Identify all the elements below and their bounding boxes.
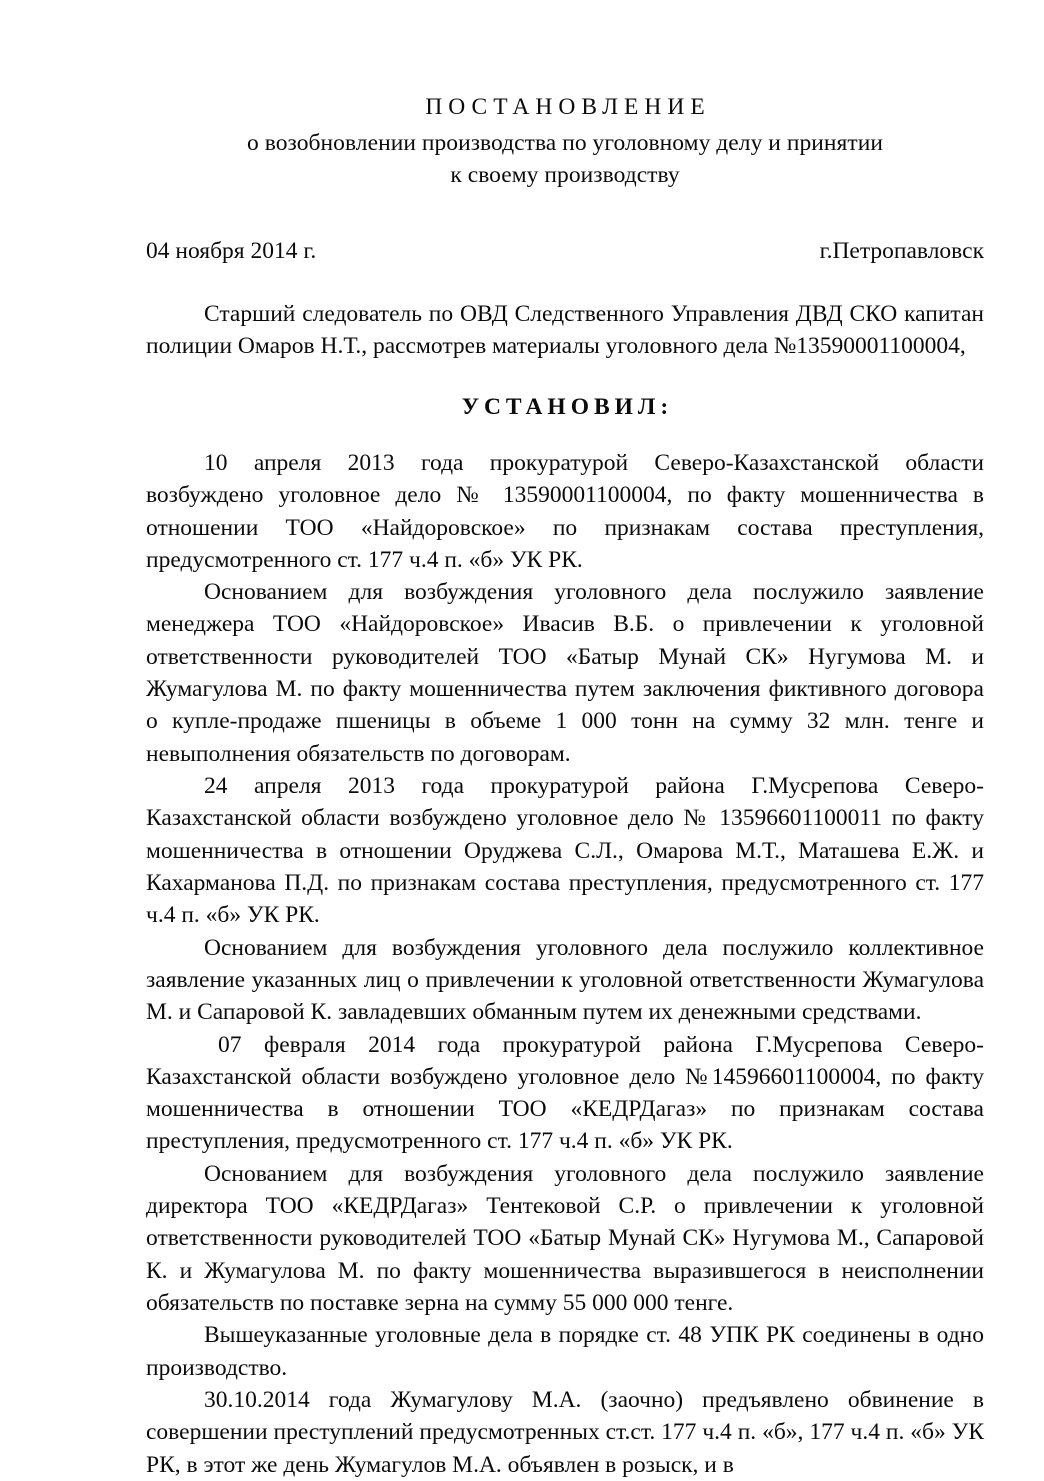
document-subtitle-line-1: о возобновлении производства по уголовному делу и принятии — [247, 129, 883, 156]
body-paragraph-2: Основанием для возбуждения уголовного дела послужило заявление менеджера ТОО «Найдоровское» Ивасив В.Б. о привлечении к уголовной ответственности руководителей ТОО «Батыр Мунай СК» Нугумова М. и Жумагулова М. по факту мошенничества путем заключения фиктивного договора о купле-продаже пшеницы в объеме 1 000 тонн на сумму 32 млн. тенге и невыполнения обязательств по договорам. — [146, 579, 984, 767]
document-content — [146, 0, 984, 1481]
document-meta-row — [146, 237, 984, 265]
body-paragraph-5: 07 февраля 2014 года прокуратурой района Г.Мусрепова Северо-Казахстанской области возбуждено уголовное дело №14596601100004, по факту мошенничества в отношении ТОО «КЕДРДагаз» по признакам состава преступления, предусмотренного ст. 177 ч.4 п. «б» УК РК. — [146, 1031, 984, 1155]
body-paragraph-3: 24 апреля 2013 года прокуратурой района Г.Мусрепова Северо-Казахстанской области возбуждено уголовное дело № 13596601100011 по факту мошенничества в отношении Оруджева С.Л., Омарова М.Т., Маташева Е.Ж. и Кахарманова П.Д. по признакам состава преступления, предусмотренного ст. 177 ч.4 п. «б» УК РК. — [146, 773, 984, 929]
document-subtitle — [146, 127, 984, 192]
body-paragraph-8: 30.10.2014 года Жумагулову М.А. (заочно) предъявлено обвинение в совершении преступлений предусмотренных ст.ст. 177 ч.4 п. «б», 177 ч.4 п. «б» УК РК, в этот же день Жумагулов М.А. объявлен в розыск, и в — [146, 1386, 984, 1478]
page-title: ПОСТАНОВЛЕНИЕ — [425, 94, 711, 120]
section-heading-ustanovil: УСТАНОВИЛ: — [461, 393, 674, 420]
document-city: г.Петропавловск — [819, 238, 984, 265]
title-block — [146, 96, 984, 191]
document-body — [146, 447, 984, 1481]
document-subtitle-line-2: к своему производству — [450, 161, 680, 188]
body-paragraph-1: 10 апреля 2013 года прокуратурой Северо-Казахстанской области возбуждено уголовное дело № 13590001100004, по факту мошенничества в отношении ТОО «Найдоровское» по признакам состава преступления, предусмотренного ст. 177 ч.4 п. «б» УК РК. — [146, 449, 984, 573]
body-paragraph-7: Вышеуказанные уголовные дела в порядке ст. 48 УПК РК соединены в одно производство. — [146, 1322, 984, 1381]
body-paragraph-6: Основанием для возбуждения уголовного дела послужило заявление директора ТОО «КЕДРДагаз» Тентековой С.Р. о привлечении к уголовной ответственности руководителей ТОО «Батыр Мунай СК» Нугумова М., Сапаровой К. и Жумагулова М. по факту мошенничества выразившегося в неисполнении обязательств по поставке зерна на сумму 55 000 000 тенге. — [146, 1160, 984, 1317]
document-date: 04 ноября 2014 г. — [146, 238, 317, 265]
body-paragraph-4: Основанием для возбуждения уголовного дела послужило коллективное заявление указанных лиц о привлечении к уголовной ответственности Жумагулова М. и Сапаровой К. завладевших обманным путем их денежными средствами. — [146, 934, 984, 1026]
document-preamble: Старший следователь по ОВД Следственного Управления ДВД СКО капитан полиции Омаров Н.Т., рассмотрев материалы уголовного дела №13590001100004, — [146, 300, 984, 359]
